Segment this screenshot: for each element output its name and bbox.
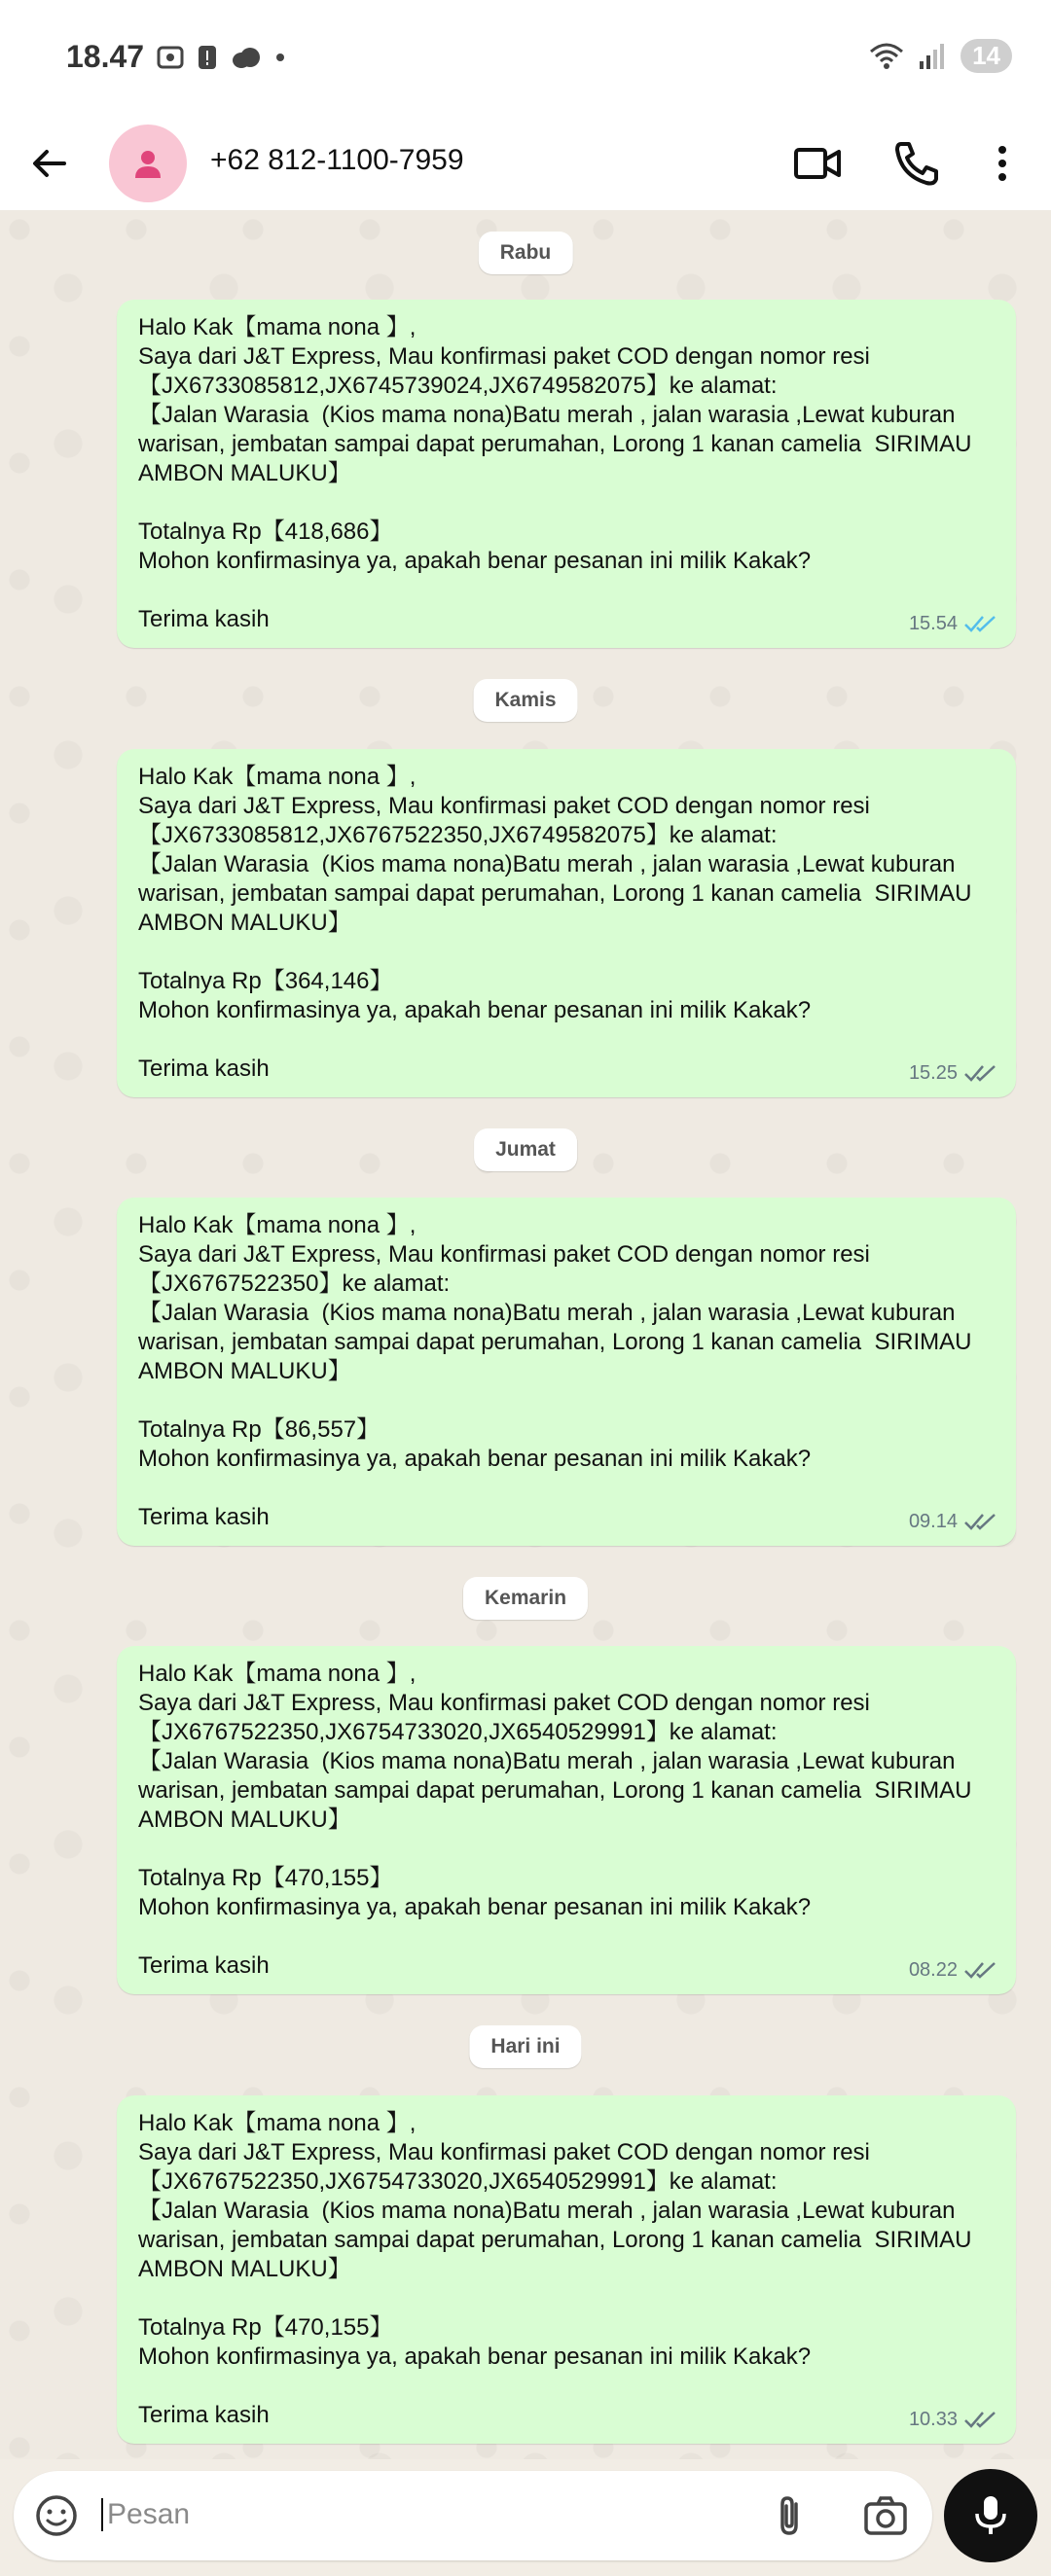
message-text-line: 【Jalan Warasia (Kios mama nona)Batu merah , jalan warasia ,Lewat kuburan	[138, 1748, 956, 1774]
message-text-line: Terima kasih	[138, 1952, 270, 1979]
message-text-line: warisan, jembatan sampai dapat perumahan, Lorong 1 kanan camelia SIRIMAU	[138, 2227, 972, 2253]
date-chip: Hari ini	[469, 2025, 581, 2068]
message-text-line: AMBON MALUKU】	[138, 1358, 351, 1384]
message-text-line: Totalnya Rp【470,155】	[138, 1865, 393, 1891]
message-text-line: warisan, jembatan sampai dapat perumahan, Lorong 1 kanan camelia SIRIMAU	[138, 431, 972, 457]
message-text-line: 【Jalan Warasia (Kios mama nona)Batu merah , jalan warasia ,Lewat kuburan	[138, 2198, 956, 2224]
message-text-line: Totalnya Rp【418,686】	[138, 519, 393, 545]
delivered-ticks-icon	[963, 2410, 998, 2429]
message-text-line: Mohon konfirmasinya ya, apakah benar pesanan ini milik Kakak?	[138, 997, 812, 1023]
contact-name[interactable]: +62 812-1100-7959	[210, 144, 464, 176]
chat-header	[0, 117, 1051, 211]
message-text-line: warisan, jembatan sampai dapat perumahan, Lorong 1 kanan camelia SIRIMAU	[138, 1777, 972, 1804]
phone-call-icon[interactable]	[891, 138, 942, 189]
message-text-line: Mohon konfirmasinya ya, apakah benar pesanan ini milik Kakak?	[138, 548, 812, 574]
message-text-line: 【JX6767522350】ke alamat:	[138, 1270, 451, 1297]
message-text-line: AMBON MALUKU】	[138, 910, 351, 936]
message-text-line: 【Jalan Warasia (Kios mama nona)Batu merah , jalan warasia ,Lewat kuburan	[138, 851, 956, 877]
message-meta	[909, 1058, 998, 1088]
line-gap	[138, 2372, 995, 2401]
message-text-line: warisan, jembatan sampai dapat perumahan, Lorong 1 kanan camelia SIRIMAU	[138, 1329, 972, 1355]
message-text-line: Totalnya Rp【86,557】	[138, 1416, 381, 1443]
message-time: 08.22	[908, 1959, 958, 1981]
more-options-icon[interactable]	[977, 138, 1028, 189]
line-gap	[138, 1386, 995, 1415]
message-text-line: AMBON MALUKU】	[138, 2256, 351, 2282]
message-bubble[interactable]	[117, 300, 1016, 648]
message-time: 10.33	[908, 2409, 958, 2430]
message-text-line: Totalnya Rp【470,155】	[138, 2314, 393, 2341]
dot-icon	[274, 52, 286, 63]
message-text-line: 【JX6733085812,JX6745739024,JX6749582075】ke alamat:	[138, 373, 778, 399]
attach-icon[interactable]	[767, 2492, 814, 2539]
message-text-line: Mohon konfirmasinya ya, apakah benar pesanan ini milik Kakak?	[138, 1894, 812, 1920]
message-text-line: AMBON MALUKU】	[138, 460, 351, 486]
message-text-line: Halo Kak【mama nona 】,	[138, 2110, 417, 2136]
message-text-line: 【JX6767522350,JX6754733020,JX6540529991】ke alamat:	[138, 1719, 778, 1745]
voice-message-button[interactable]	[944, 2469, 1037, 2562]
message-text-line: Saya dari J&T Express, Mau konfirmasi paket COD dengan nomor resi	[138, 2139, 870, 2165]
screenshot-icon	[156, 43, 185, 72]
message-text-line: AMBON MALUKU】	[138, 1807, 351, 1833]
message-text-line: 【Jalan Warasia (Kios mama nona)Batu merah , jalan warasia ,Lewat kuburan	[138, 402, 956, 428]
message-text-line: Saya dari J&T Express, Mau konfirmasi paket COD dengan nomor resi	[138, 793, 870, 819]
message-meta	[909, 609, 998, 638]
message-text-line: Halo Kak【mama nona 】,	[138, 314, 417, 340]
person-icon	[131, 147, 164, 180]
message-text-line: Halo Kak【mama nona 】,	[138, 1661, 417, 1687]
message-text-line: Mohon konfirmasinya ya, apakah benar pesanan ini milik Kakak?	[138, 2343, 812, 2370]
sticker-icon[interactable]	[33, 2492, 80, 2539]
message-text-line: warisan, jembatan sampai dapat perumahan, Lorong 1 kanan camelia SIRIMAU	[138, 880, 972, 907]
message-input[interactable]: Pesan	[101, 2498, 190, 2531]
wifi-icon	[869, 42, 904, 71]
message-composer	[14, 2471, 932, 2560]
message-text-line: Mohon konfirmasinya ya, apakah benar pesanan ini milik Kakak?	[138, 1446, 812, 1472]
message-bubble[interactable]	[117, 1198, 1016, 1546]
message-bubble[interactable]	[117, 1646, 1016, 1994]
message-text-line: Terima kasih	[138, 1504, 270, 1530]
message-text-line: 【Jalan Warasia (Kios mama nona)Batu merah , jalan warasia ,Lewat kuburan	[138, 1300, 956, 1326]
read-ticks-icon	[963, 614, 998, 633]
date-chip: Rabu	[479, 232, 573, 274]
message-meta	[909, 1955, 998, 1985]
alert-icon	[197, 43, 218, 72]
line-gap	[138, 1835, 995, 1864]
message-text-line: Totalnya Rp【364,146】	[138, 968, 393, 994]
message-bubble[interactable]	[117, 749, 1016, 1097]
message-text-line: Saya dari J&T Express, Mau konfirmasi paket COD dengan nomor resi	[138, 343, 870, 370]
message-text-line: Halo Kak【mama nona 】,	[138, 764, 417, 790]
date-chip: Kemarin	[463, 1577, 588, 1620]
message-text-line: Terima kasih	[138, 606, 270, 632]
line-gap	[138, 488, 995, 518]
message-text-line: Halo Kak【mama nona 】,	[138, 1212, 417, 1238]
line-gap	[138, 2284, 995, 2313]
message-time: 15.54	[908, 613, 958, 634]
date-chip: Jumat	[474, 1128, 577, 1171]
message-time: 15.25	[908, 1062, 958, 1084]
message-text-line: Saya dari J&T Express, Mau konfirmasi paket COD dengan nomor resi	[138, 1690, 870, 1716]
delivered-ticks-icon	[963, 1063, 998, 1083]
signal-icon	[918, 42, 947, 71]
message-text-line: Terima kasih	[138, 1055, 270, 1082]
status-time: 18.47	[66, 39, 145, 74]
microphone-icon	[971, 2494, 1010, 2537]
chat-area[interactable]	[0, 210, 1051, 2459]
message-bubble[interactable]	[117, 2095, 1016, 2444]
message-text-line: Terima kasih	[138, 2402, 270, 2428]
message-text-line: Saya dari J&T Express, Mau konfirmasi paket COD dengan nomor resi	[138, 1241, 870, 1268]
delivered-ticks-icon	[963, 1960, 998, 1980]
line-gap	[138, 576, 995, 605]
camera-icon[interactable]	[862, 2492, 909, 2539]
date-chip: Kamis	[473, 679, 577, 722]
video-call-icon[interactable]	[792, 138, 843, 189]
line-gap	[138, 938, 995, 967]
message-text-line: 【JX6733085812,JX6767522350,JX6749582075】ke alamat:	[138, 822, 778, 848]
battery-level: 14	[960, 39, 1012, 73]
cloud-icon	[230, 45, 263, 70]
line-gap	[138, 1922, 995, 1951]
delivered-ticks-icon	[963, 1512, 998, 1531]
status-icons	[156, 43, 286, 72]
back-arrow-icon[interactable]	[25, 138, 76, 189]
message-time: 09.14	[908, 1511, 958, 1532]
message-text-line: 【JX6767522350,JX6754733020,JX6540529991】ke alamat:	[138, 2168, 778, 2195]
status-bar	[0, 0, 1051, 117]
line-gap	[138, 1474, 995, 1503]
message-meta	[909, 1507, 998, 1536]
avatar[interactable]	[109, 125, 187, 202]
status-right	[869, 39, 1012, 73]
line-gap	[138, 1025, 995, 1055]
message-meta	[909, 2405, 998, 2434]
